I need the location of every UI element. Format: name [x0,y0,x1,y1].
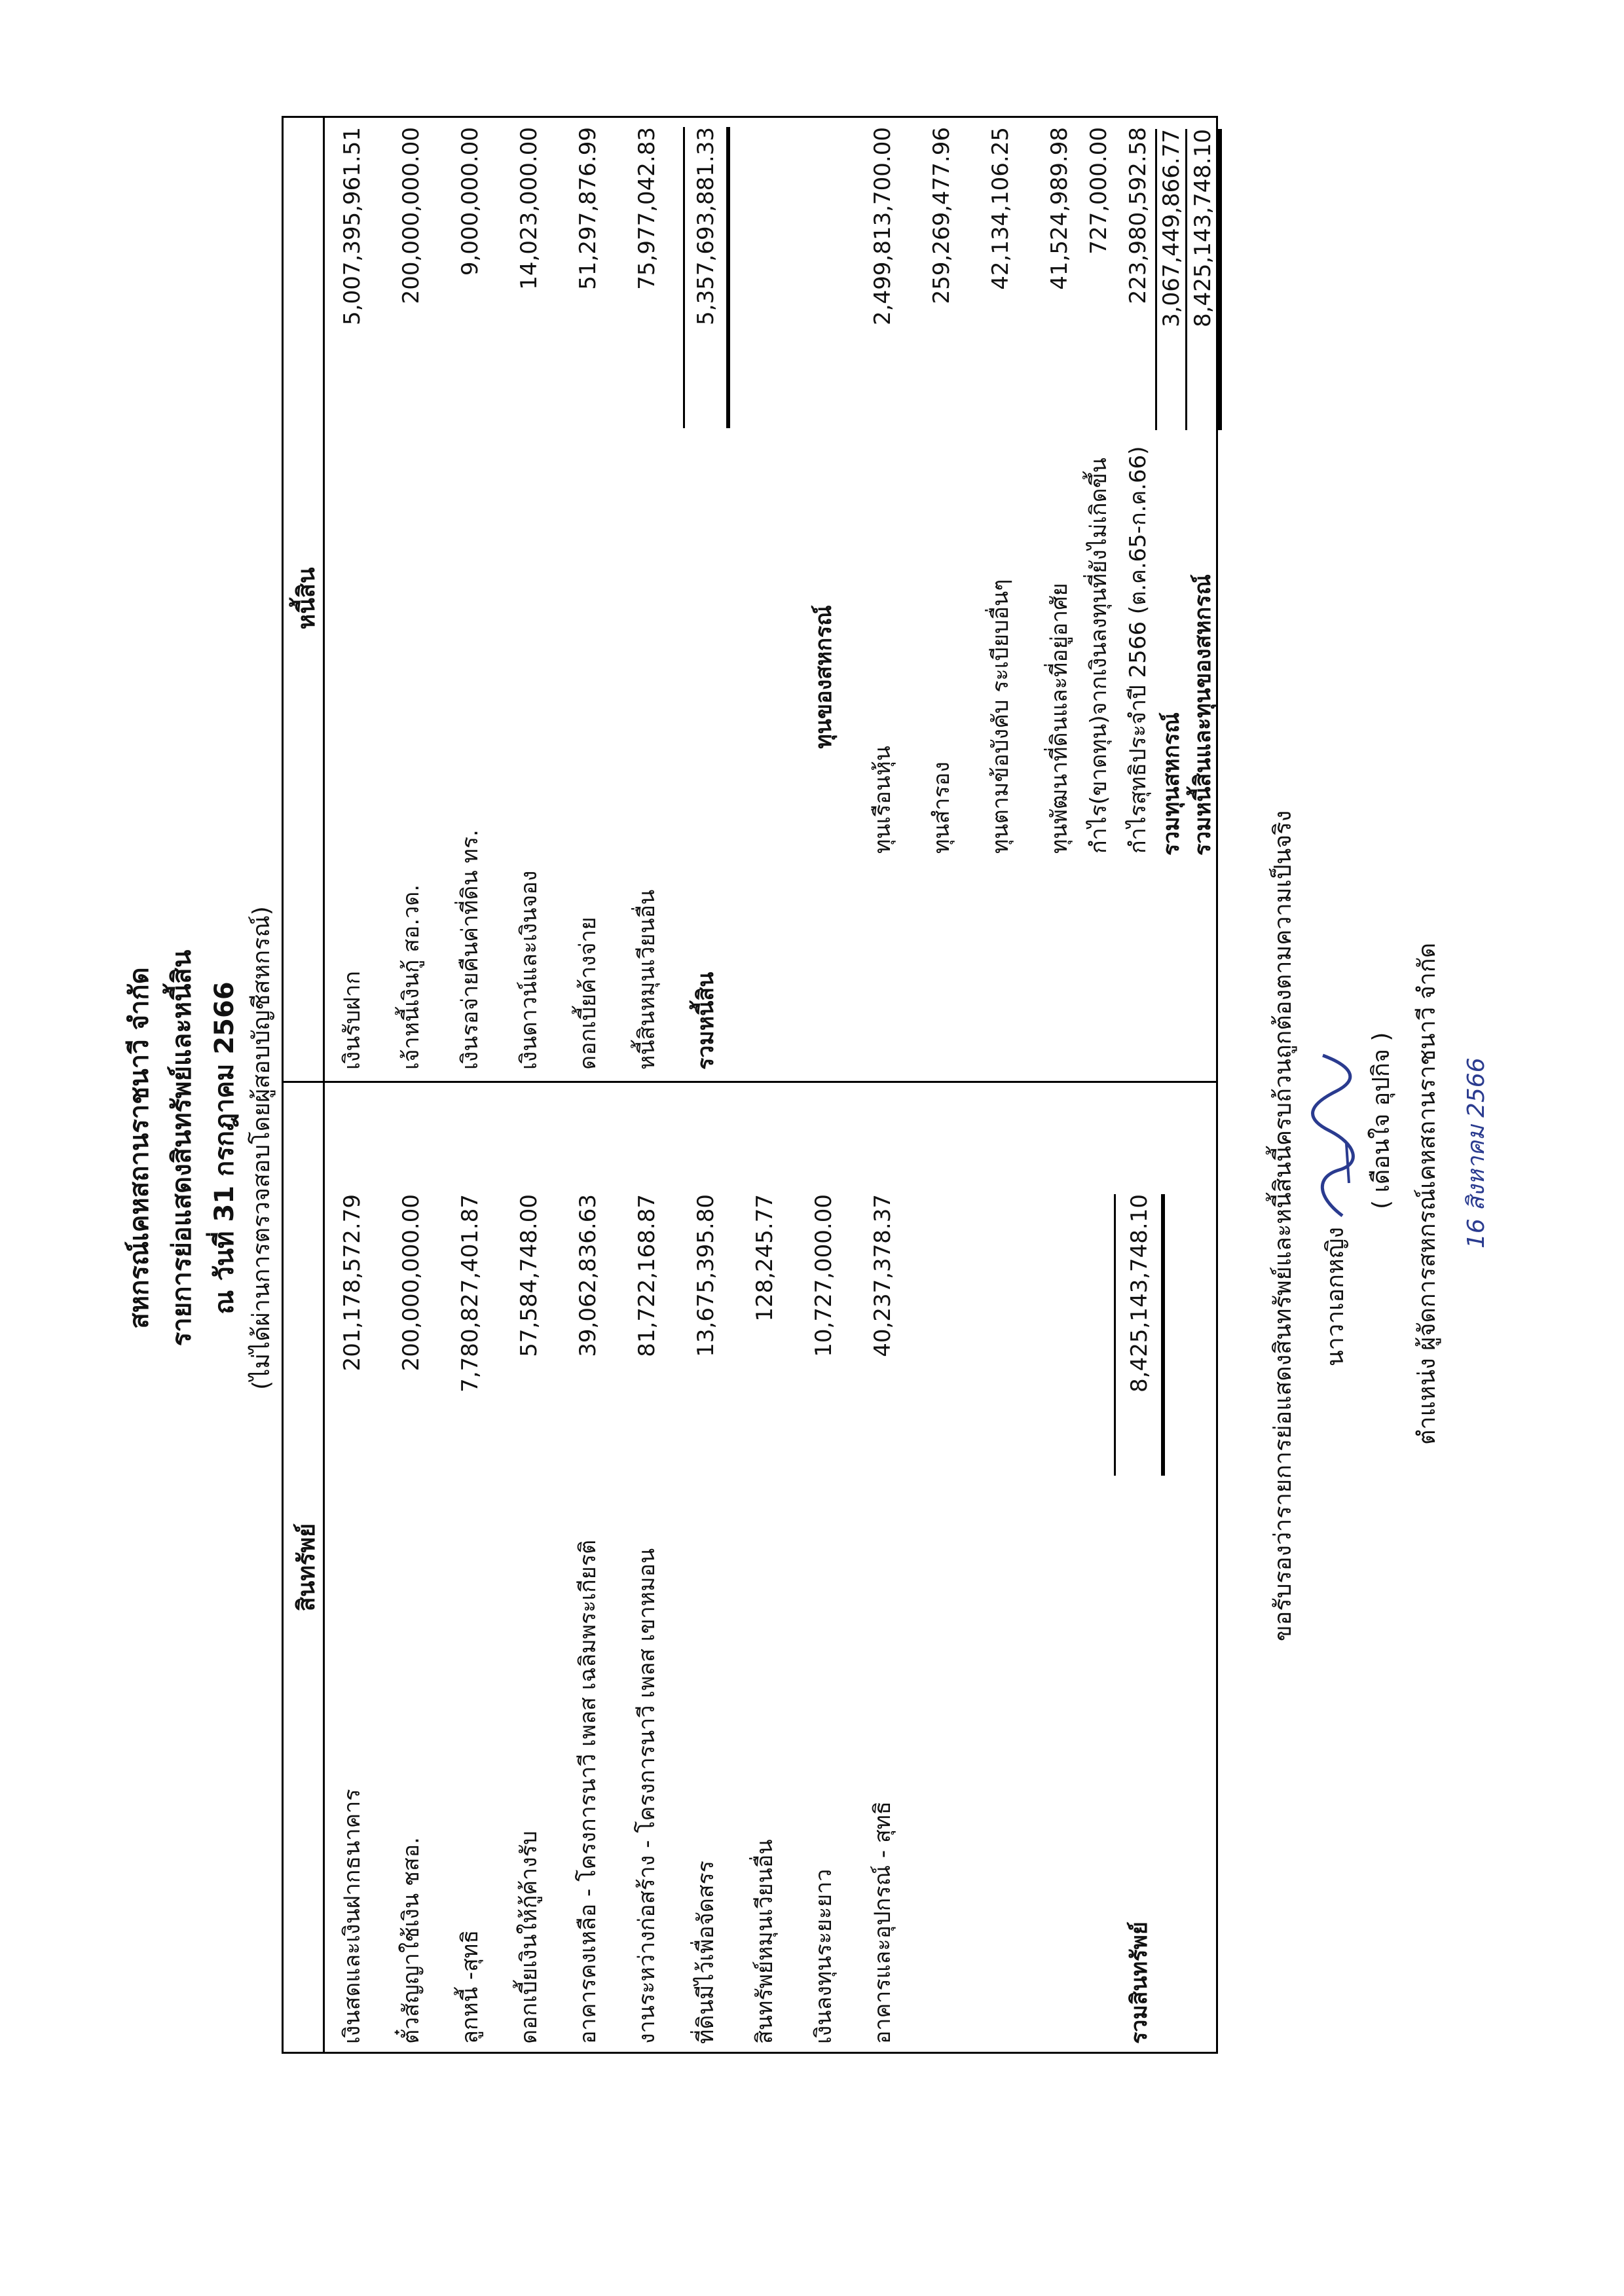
assets-heading: สินทรัพย์ [293,1523,320,1612]
total-double-rule [726,127,730,428]
equity-value: 223,980,592.58 [1125,127,1151,304]
equity-label: ทุนสำรอง [929,761,955,854]
signer-rank: นาวาเอกหญิง [1322,1227,1349,1366]
total-rule [683,127,685,428]
equity-label: ทุนพัฒนาที่ดินและที่อยู่อาศัย [1046,583,1073,854]
liabilities-total-value: 5,357,693,881.33 [693,127,719,325]
liability-value: 5,007,395,961.51 [339,127,365,325]
grand-total-value: 8,425,143,748.10 [1190,129,1216,327]
equity-heading: ทุนของสหกรณ์ [811,605,837,749]
certification-text: ขอรับรองว่ารายการย่อแสดงสินทรัพย์และหนี้สินนี้ครบถ้วนถูกต้องตามความเป็นจริง [1270,810,1297,1641]
report-date: ณ วันที่ 31 กรกฎาคม 2566 [210,981,240,1315]
liability-value: 51,297,876.99 [575,127,601,290]
asset-value: 57,584,748.00 [516,1194,542,1357]
equity-value: 2,499,813,700.00 [870,127,896,325]
assets-total-value: 8,425,143,748.10 [1126,1194,1153,1393]
liability-value: 9,000,000.00 [457,127,483,276]
equity-value: 259,269,477.96 [929,127,955,304]
asset-value: 40,237,378.37 [870,1194,896,1357]
asset-label: งานระหว่างก่อสร้าง - โครงการนาวี เพลส เขาหมอน [634,1548,660,2044]
asset-label: เงินสดและเงินฝากธนาคาร [339,1789,365,2044]
assets-total-label: รวมสินทรัพย์ [1126,1922,1153,2044]
asset-value: 13,675,395.80 [693,1194,719,1357]
signature-mark [1303,1052,1362,1222]
asset-label: ลูกหนี้ -สุทธิ [457,1929,483,2044]
liabilities-total-label: รวมหนี้สิน [693,972,719,1070]
asset-value: 128,245.77 [752,1194,778,1322]
liability-label: เงินดาวน์และเงินจอง [516,870,542,1070]
report-title: รายการย่อแสดงสินทรัพย์และหนี้สิน [167,949,197,1347]
liability-label: เงินรับฝาก [339,971,365,1070]
equity-label: ทุนเรือนหุ้น [870,746,896,854]
liabilities-heading: หนี้สิน [293,567,320,630]
column-divider [284,1081,1216,1083]
liability-value: 75,977,042.83 [634,127,660,290]
liability-label: เงินรอจ่ายคืนค่าที่ดิน ทร. [457,829,483,1070]
equity-value: 42,134,106.25 [987,127,1014,290]
asset-label: สินทรัพย์หมุนเวียนอื่น [752,1839,778,2044]
asset-value: 7,780,827,401.87 [457,1194,483,1393]
liability-value: 200,000,000.00 [398,127,424,304]
asset-label: เงินลงทุนระยะยาว [811,1868,837,2044]
equity-label: ทุนตามข้อบังคับ ระเบียบอื่นๆ [987,579,1014,854]
asset-value: 10,727,000.00 [811,1194,837,1357]
total-rule [1185,129,1187,430]
total-double-rule [1161,1194,1165,1476]
total-rule [1114,1194,1116,1476]
equity-label: กำไร(ขาดทุน)จากเงินลงทุนที่ยังไม่เกิดขึ้น [1086,457,1112,854]
report-note: (ไม่ได้ผ่านการตรวจสอบโดยผู้สอบบัญชีสหกรณ์) [248,906,275,1390]
balance-table [282,116,1218,2054]
equity-total-label: รวมทุนสหกรณ์ [1158,712,1185,856]
asset-label: อาคารคงเหลือ - โครงการนาวี เพลส เฉลิมพระเกียรติ [575,1539,601,2044]
asset-value: 200,000,000.00 [398,1194,424,1372]
signer-name: ( เดือนใจ อุปกิจ ) [1368,1032,1395,1209]
equity-value: 727,000.00 [1086,127,1112,255]
equity-value: 41,524,989.98 [1046,127,1073,290]
asset-label: อาคารและอุปกรณ์ - สุทธิ [870,1801,896,2044]
total-double-rule [1218,129,1222,430]
asset-value: 81,722,168.87 [634,1194,660,1357]
liability-label: หนี้สินหมุนเวียนอื่น [634,889,660,1070]
asset-label: ดอกเบี้ยเงินให้กู้ค้างรับ [516,1831,542,2044]
signer-position: ตำแหน่ง ผู้จัดการสหกรณ์เคหสถานราชนาวี จำกัด [1414,943,1441,1445]
liability-label: เจ้าหนี้เงินกู้ สอ.วด. [398,884,424,1070]
liability-label: ดอกเบี้ยค้างจ่าย [575,917,601,1070]
asset-value: 201,178,572.79 [339,1194,365,1372]
asset-label: ที่ดินมีไว้เพื่อจัดสรร [693,1860,719,2044]
asset-label: ตั๋วสัญญาใช้เงิน ชสอ. [398,1837,424,2044]
total-rule [1155,129,1157,430]
equity-label: กำไรสุทธิประจำปี 2566 (ต.ค.65-ก.ค.66) [1125,446,1151,854]
sign-date: 16 สิงหาคม 2566 [1463,1057,1490,1248]
equity-total-value: 3,067,449,866.77 [1158,129,1185,327]
liability-value: 14,023,000.00 [516,127,542,290]
grand-total-label: รวมหนี้สินและทุนของสหกรณ์ [1190,574,1216,856]
org-name: สหกรณ์เคหสถานราชนาวี จำกัด [124,967,155,1329]
asset-value: 39,062,836.63 [575,1194,601,1357]
